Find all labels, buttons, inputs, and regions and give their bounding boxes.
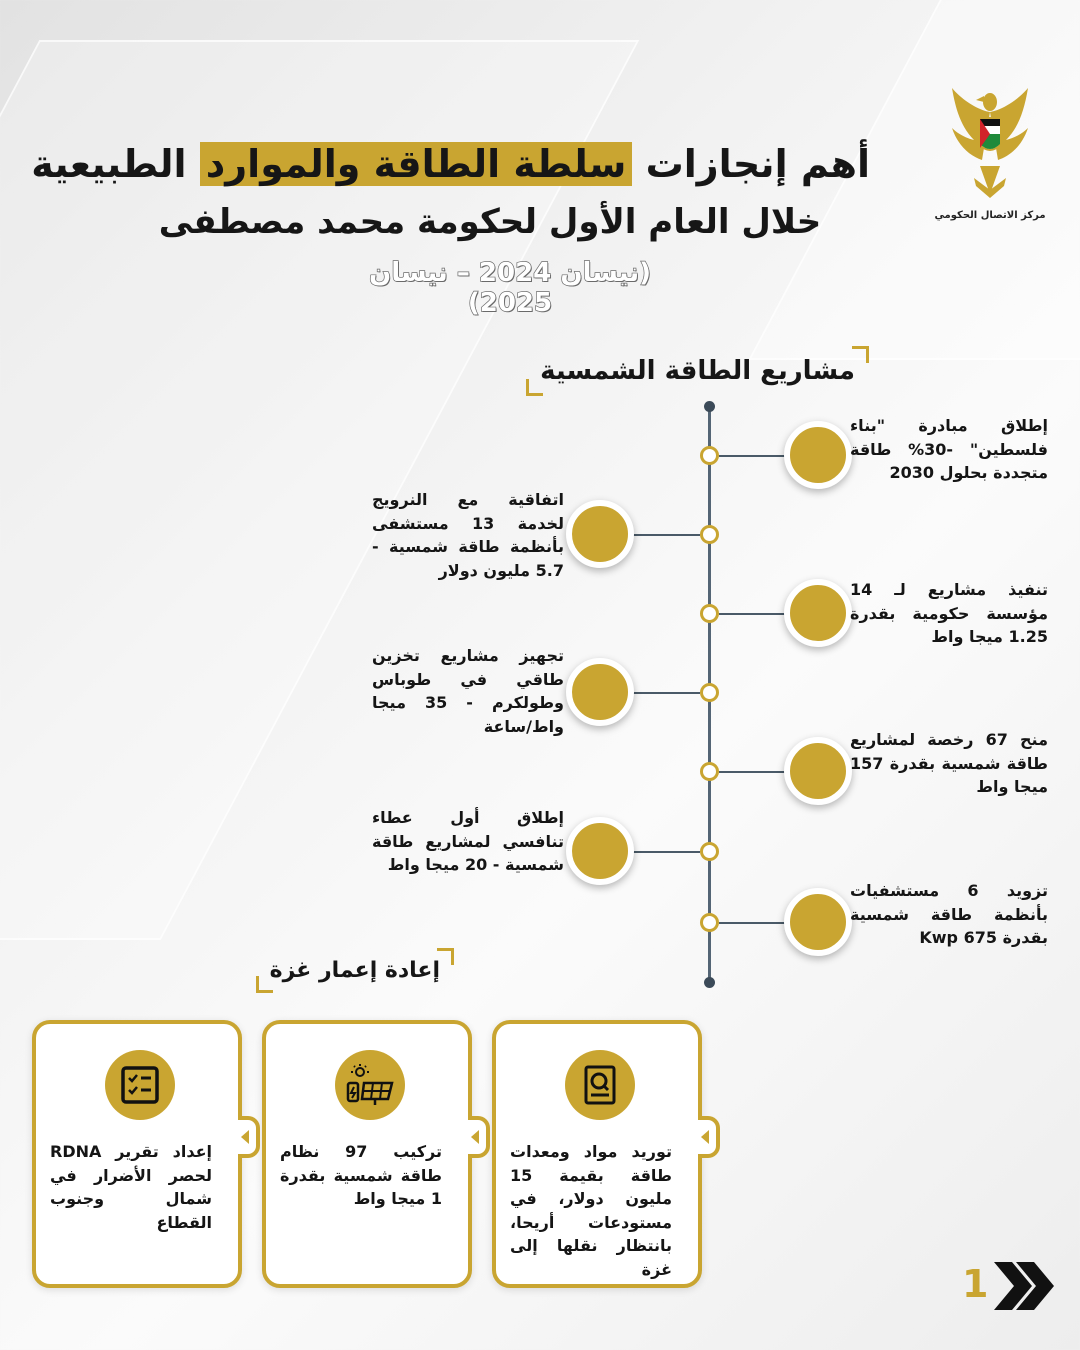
palestinian-eagle-emblem-icon	[948, 82, 1032, 200]
timeline-connector	[626, 534, 700, 536]
timeline-marker	[784, 888, 852, 956]
timeline-node	[700, 683, 719, 702]
page-number: 1	[962, 1262, 989, 1306]
date-range-subtitle: (نيسان 2024 – نيسان 2025)	[369, 258, 651, 318]
double-chevron-right-icon[interactable]	[990, 1258, 1058, 1314]
title-text-end: الطبيعية	[31, 142, 187, 186]
checklist-icon	[105, 1050, 175, 1120]
solar-panel-icon	[335, 1050, 405, 1120]
timeline-node	[700, 446, 719, 465]
timeline-item-text: منح 67 رخصة لمشاريع طاقة شمسية بقدرة 157 ميجا واط	[850, 730, 1048, 796]
card-text: تركيب 97 نظام طاقة شمسية بقدرة 1 ميجا واط	[280, 1142, 442, 1208]
timeline-item-text: تنفيذ مشاريع لـ 14 مؤسسة حكومية بقدرة 1.25 ميجا واط	[850, 580, 1048, 646]
government-logo	[930, 82, 1050, 232]
timeline-marker	[566, 658, 634, 726]
gaza-section-heading: إعادة إعمار غزة	[260, 952, 450, 989]
card-text: إعداد تقرير RDNA لحصر الأضرار في شمال وجنوب القطاع	[50, 1142, 212, 1232]
timeline-connector	[719, 613, 793, 615]
timeline-connector	[719, 922, 793, 924]
timeline-item-text: تزويد 6 مستشفيات بأنظمة طاقة شمسية بقدرة 675 Kwp	[850, 881, 1048, 947]
timeline-node	[700, 762, 719, 781]
timeline-node	[700, 525, 719, 544]
timeline-marker	[784, 579, 852, 647]
card-tab	[238, 1116, 260, 1158]
title-highlight: سلطة الطاقة والموارد	[200, 142, 633, 186]
timeline-marker	[566, 500, 634, 568]
timeline-marker	[784, 737, 852, 805]
timeline-item-text: اتفاقية مع النرويج لخدمة 13 مستشفى بأنظمة طاقة شمسية - 5.7 مليون دولار	[372, 490, 564, 580]
timeline-connector	[626, 851, 700, 853]
logo-caption: مركز الاتصال الحكومي	[934, 210, 1046, 221]
timeline-node	[700, 913, 719, 932]
title-text-start: أهم إنجازات	[645, 142, 870, 186]
timeline-item-text: تجهيز مشاريع تخزين طاقي في طوباس وطولكرم - 35 ميجا واط/ساعة	[372, 646, 564, 736]
solar-section-heading: مشاريع الطاقة الشمسية	[530, 350, 865, 392]
timeline-marker	[784, 421, 852, 489]
page-title	[31, 138, 870, 190]
timeline-item-text: إطلاق أول عطاء تنافسي لمشاريع طاقة شمسية - 20 ميجا واط	[372, 808, 564, 874]
timeline-connector	[626, 692, 700, 694]
gaza-card	[262, 1020, 472, 1288]
timeline-end-cap	[704, 977, 715, 988]
document-search-icon	[565, 1050, 635, 1120]
page-title-line-2: خلال العام الأول لحكومة محمد مصطفى	[158, 202, 822, 242]
gaza-card	[32, 1020, 242, 1288]
card-tab	[468, 1116, 490, 1158]
gaza-card	[492, 1020, 702, 1288]
timeline-connector	[719, 771, 793, 773]
timeline-marker	[566, 817, 634, 885]
timeline-item-text: إطلاق مبادرة "بناء فلسطين" -30% طاقة متجددة بحلول 2030	[850, 416, 1048, 482]
card-tab	[698, 1116, 720, 1158]
timeline-connector	[719, 455, 793, 457]
card-text: توريد مواد ومعدات طاقة بقيمة 15 مليون دولار، في مستودعات أريحا، بانتظار نقلها إلى غزة	[510, 1142, 672, 1279]
timeline-node	[700, 842, 719, 861]
timeline-start-cap	[704, 401, 715, 412]
timeline-node	[700, 604, 719, 623]
